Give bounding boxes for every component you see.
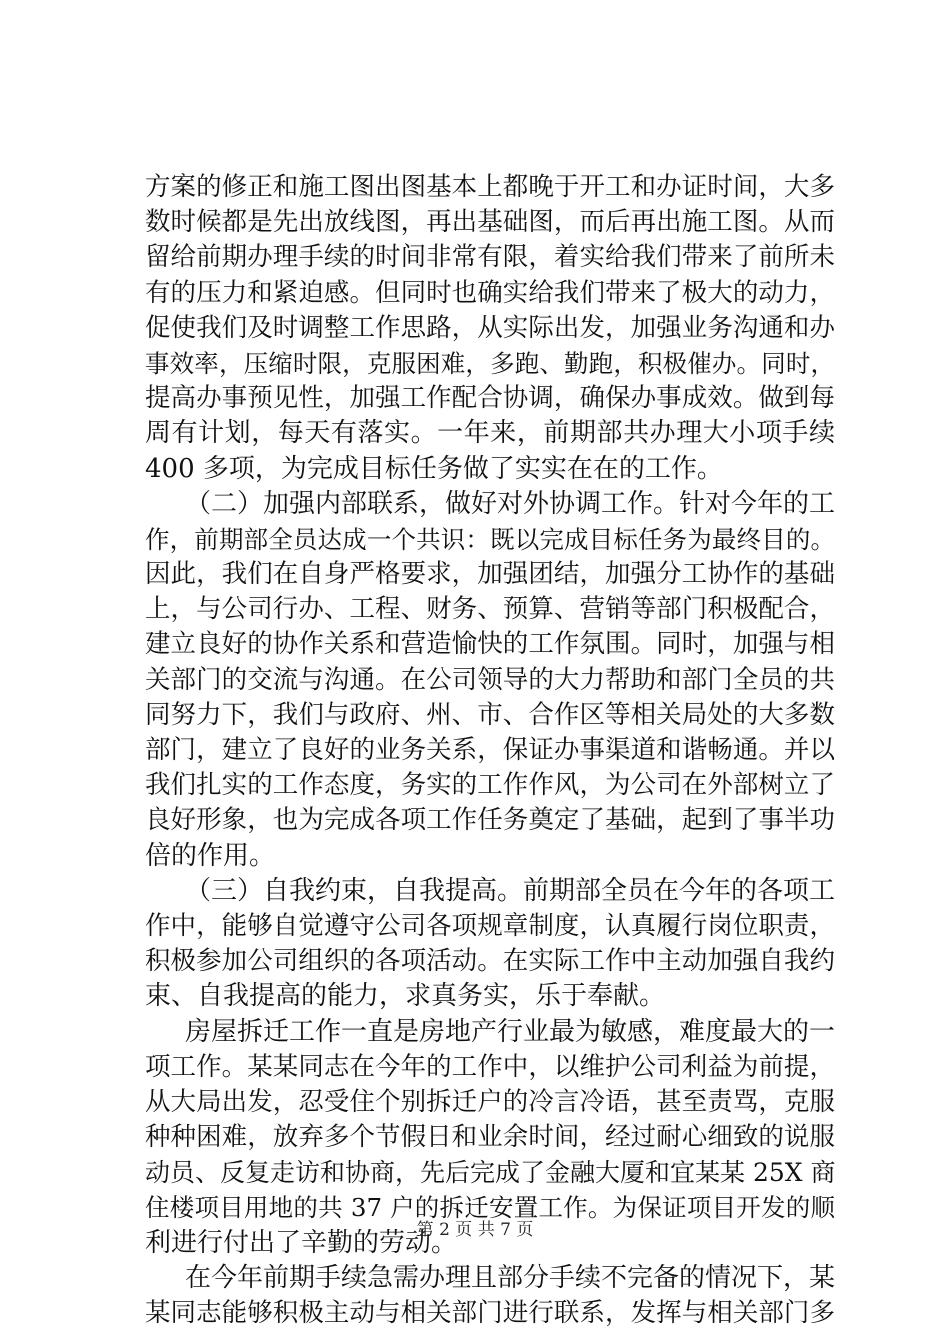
text-line: 同努力下，我们与政府、州、市、合作区等相关局处的大多数 [145, 699, 835, 730]
text-line: 积极参加公司组织的各项活动。在实际工作中主动加强自我约 [145, 946, 835, 977]
text-line: 方案的修正和施工图出图基本上都晚于开工和办证时间，大多 [145, 172, 835, 202]
text-line: 住楼项目用地的共 37 户的拆迁安置工作。为保证项目开发的顺 [145, 1193, 835, 1223]
text-line: 种种困难，放弃多个节假日和业余时间，经过耐心细致的说服 [145, 1122, 835, 1153]
text-line: 某同志能够积极主动与相关部门进行联系，发挥与相关部门多 [145, 1298, 835, 1328]
text-line: 建立良好的协作关系和营造愉快的工作氛围。同时，加强与相 [145, 629, 835, 660]
text-line: 留给前期办理手续的时间非常有限，着实给我们带来了前所未 [145, 242, 835, 273]
text-line: 作中，能够自觉遵守公司各项规章制度，认真履行岗位职责， [145, 910, 835, 941]
text-line: 作，前期部全员达成一个共识：既以完成目标任务为最终目的。 [145, 524, 835, 554]
text-line: 促使我们及时调整工作思路，从实际出发，加强业务沟通和办 [145, 312, 835, 343]
text-line: 事效率，压缩时限，克服困难，多跑、勤跑，积极催办。同时， [145, 348, 835, 378]
text-line: 从大局出发，忍受住个别拆迁户的冷言冷语，甚至责骂，克服 [145, 1086, 835, 1117]
text-line: 房屋拆迁工作一直是房地产行业最为敏感，难度最大的一 [185, 1016, 836, 1047]
text-line: 400 多项，为完成目标任务做了实实在在的工作。 [145, 453, 723, 484]
text-line: 因此，我们在自身严格要求，加强团结，加强分工协作的基础 [145, 559, 835, 590]
document-body [145, 170, 835, 1331]
text-line: 上，与公司行办、工程、财务、预算、营销等部门积极配合， [145, 594, 835, 625]
text-line: 提高办事预见性，加强工作配合协调，确保办事成效。做到每 [145, 383, 835, 414]
text-line: 项工作。某某同志在今年的工作中，以维护公司利益为前提， [145, 1051, 835, 1082]
text-line: 数时候都是先出放线图，再出基础图，而后再出施工图。从而 [145, 207, 835, 238]
text-line: 关部门的交流与沟通。在公司领导的大力帮助和部门全员的共 [145, 664, 835, 695]
text-line: 有的压力和紧迫感。但同时也确实给我们带来了极大的动力， [145, 277, 835, 308]
text-line: 在今年前期手续急需办理且部分手续不完备的情况下，某 [185, 1262, 836, 1293]
text-line: 利进行付出了辛勤的劳动。 [145, 1227, 458, 1258]
text-line: 我们扎实的工作态度，务实的工作作风，为公司在外部树立了 [145, 770, 835, 801]
page-footer: 第 2 页 共 7 页 [416, 1220, 534, 1240]
text-line: 倍的作用。 [145, 840, 276, 871]
text-line: 部门，建立了良好的业务关系，保证办事渠道和谐畅通。并以 [145, 735, 835, 765]
text-line: 周有计划，每天有落实。一年来，前期部共办理大小项手续 [145, 418, 835, 449]
text-line: （二）加强内部联系，做好对外协调工作。针对今年的工 [185, 488, 836, 519]
text-line: （三）自我约束，自我提高。前期部全员在今年的各项工 [185, 875, 836, 906]
text-line: 良好形象，也为完成各项工作任务奠定了基础，起到了事半功 [145, 805, 835, 836]
text-line: 动员、反复走访和协商，先后完成了金融大厦和宜某某 25X 商 [145, 1158, 836, 1188]
text-line: 束、自我提高的能力，求真务实，乐于奉献。 [145, 981, 666, 1012]
